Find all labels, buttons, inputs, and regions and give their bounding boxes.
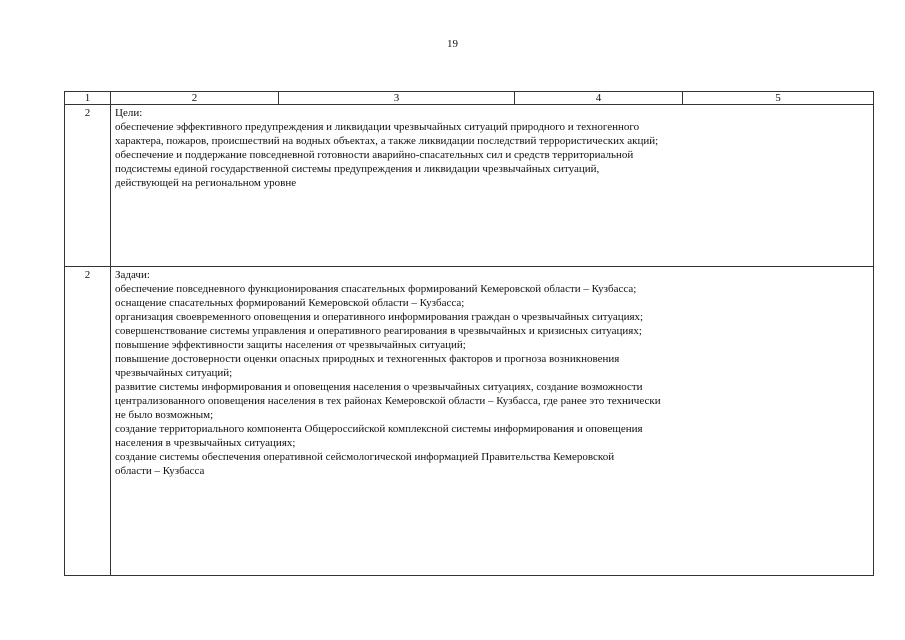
column-header-5: 5 <box>683 92 874 105</box>
goals-heading: Цели: <box>115 107 143 119</box>
goals-line: обеспечение эффективного предупреждения и ликвидации чрезвычайных ситуаций природного и техногенного <box>115 121 640 133</box>
column-header-2: 2 <box>111 92 279 105</box>
tasks-cell <box>111 267 874 576</box>
column-header-4: 4 <box>515 92 683 105</box>
tasks-line: населения в чрезвычайных ситуациях; <box>115 437 296 449</box>
tasks-line: чрезвычайных ситуаций; <box>115 367 233 379</box>
row-number: 2 <box>65 267 111 576</box>
tasks-line: области – Кузбасса <box>115 465 205 477</box>
row-number: 2 <box>65 105 111 267</box>
tasks-line: совершенствование системы управления и оперативного реагирования в чрезвычайных и кризисных ситуациях; <box>115 325 642 337</box>
table-header-row <box>65 92 874 105</box>
goals-line: действующей на региональном уровне <box>115 177 297 189</box>
tasks-line: создание территориального компонента Общероссийской комплексной системы информирования и оповещения <box>115 423 643 435</box>
tasks-line: оснащение спасательных формирований Кемеровской области – Кузбасса; <box>115 297 465 309</box>
column-header-1: 1 <box>65 92 111 105</box>
tasks-line: повышение достоверности оценки опасных природных и техногенных факторов и прогноза возникновения <box>115 353 620 365</box>
table-row-goals <box>65 105 874 267</box>
tasks-line: создание системы обеспечения оперативной сейсмологической информацией Правительства Кемеровской <box>115 451 615 463</box>
tasks-line: развитие системы информирования и оповещения населения о чрезвычайных ситуациях, создание возможности <box>115 381 643 393</box>
column-header-3: 3 <box>279 92 515 105</box>
table-row-tasks <box>65 267 874 576</box>
tasks-line: повышение эффективности защиты населения от чрезвычайных ситуаций; <box>115 339 466 351</box>
tasks-heading: Задачи: <box>115 269 150 281</box>
tasks-line: организация своевременного оповещения и оперативного информирования граждан о чрезвычайных ситуациях; <box>115 311 644 323</box>
tasks-line: обеспечение повседневного функционирования спасательных формирований Кемеровской области – Кузбасса; <box>115 283 637 295</box>
goals-line: обеспечение и поддержание повседневной готовности аварийно-спасательных сил и средств территориальной <box>115 149 634 161</box>
goals-cell <box>111 105 874 267</box>
page-number: 19 <box>447 38 458 50</box>
program-table <box>64 91 874 576</box>
tasks-line: централизованного оповещения населения в тех районах Кемеровской области – Кузбасса, где ранее это технически <box>115 395 661 407</box>
goals-line: характера, пожаров, происшествий на водных объектах, а также ликвидации последствий террористических акций; <box>115 135 659 147</box>
goals-line: подсистемы единой государственной системы предупреждения и ликвидации чрезвычайных ситуаций, <box>115 163 600 175</box>
tasks-line: не было возможным; <box>115 409 214 421</box>
